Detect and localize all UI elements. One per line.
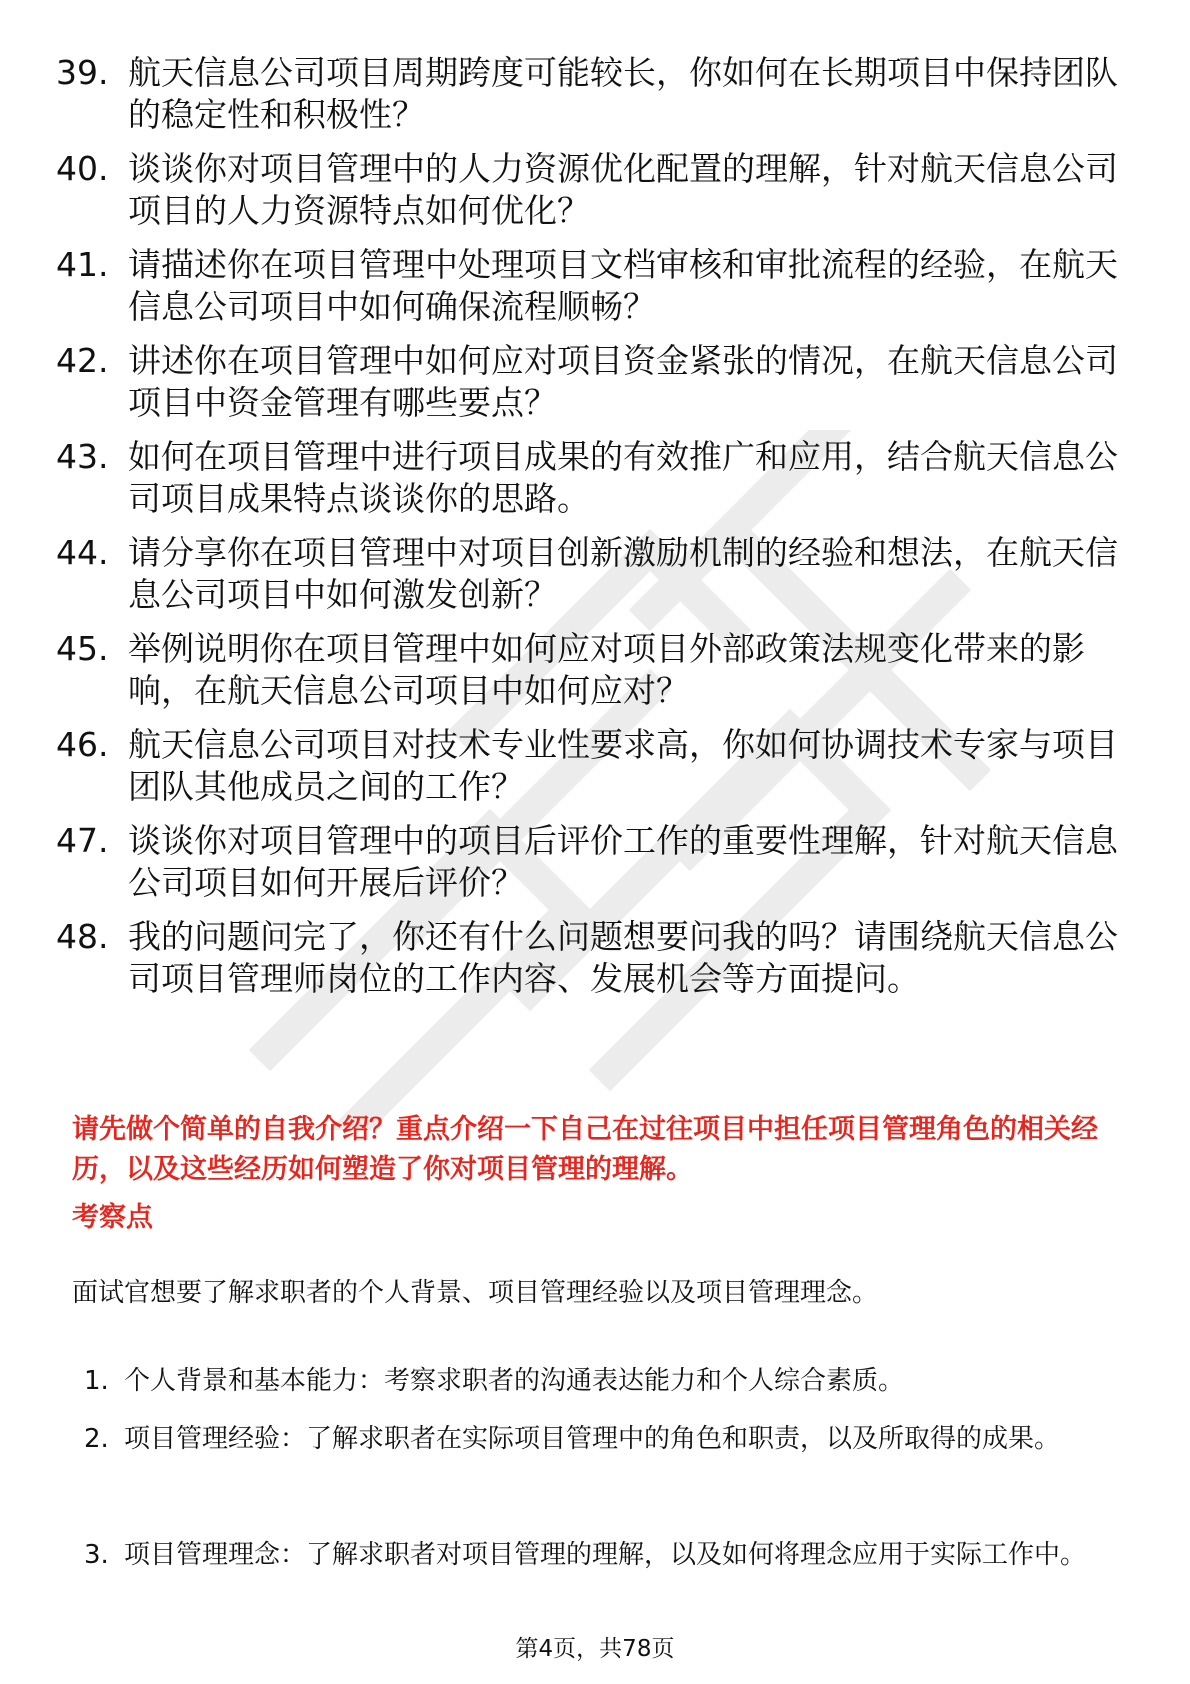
list-item-text: 项目管理理念：了解求职者对项目管理的理解，以及如何将理念应用于实际工作中。 <box>124 1540 1087 1570</box>
question-number: 43. <box>56 437 109 476</box>
question-number: 47. <box>56 821 109 860</box>
question-number: 48. <box>56 917 109 956</box>
question-number: 40. <box>56 149 109 188</box>
question-text: 谈谈你对项目管理中的项目后评价工作的重要性理解，针对航天信息公司项目如何开展后评价？ <box>128 821 1118 902</box>
question-number: 46. <box>56 725 109 764</box>
list-item-text: 个人背景和基本能力：考察求职者的沟通表达能力和个人综合素质。 <box>124 1366 905 1396</box>
list-item-text: 项目管理经验：了解求职者在实际项目管理中的角色和职责，以及所取得的成果。 <box>124 1424 1061 1454</box>
list-item-number: 3. <box>84 1540 109 1570</box>
intro-paragraph: 面试官想要了解求职者的个人背景、项目管理经验以及项目管理理念。 <box>72 1278 879 1308</box>
question-number: 45. <box>56 629 109 668</box>
highlight-question: 请先做个简单的自我介绍？重点介绍一下自己在过往项目中担任项目管理角色的相关经历，以及这些经历如何塑造了你对项目管理的理解。 <box>72 1114 1098 1185</box>
question-text: 请分享你在项目管理中对项目创新激励机制的经验和想法，在航天信息公司项目中如何激发创新？ <box>128 533 1118 614</box>
section-title: 考察点 <box>72 1202 153 1233</box>
question-text: 谈谈你对项目管理中的人力资源优化配置的理解，针对航天信息公司项目的人力资源特点如何优化？ <box>128 149 1118 230</box>
question-number: 44. <box>56 533 109 572</box>
question-number: 39. <box>56 53 109 92</box>
question-text: 航天信息公司项目周期跨度可能较长，你如何在长期项目中保持团队的稳定性和积极性？ <box>128 53 1118 134</box>
list-item-number: 2. <box>84 1424 109 1454</box>
question-number: 42. <box>56 341 109 380</box>
question-number: 41. <box>56 245 109 284</box>
question-text: 举例说明你在项目管理中如何应对项目外部政策法规变化带来的影响，在航天信息公司项目中如何应对？ <box>128 629 1085 710</box>
list-item-number: 1. <box>84 1366 109 1396</box>
question-text: 我的问题问完了，你还有什么问题想要问我的吗？请围绕航天信息公司项目管理师岗位的工作内容、发展机会等方面提问。 <box>128 917 1118 998</box>
question-text: 航天信息公司项目对技术专业性要求高，你如何协调技术专家与项目团队其他成员之间的工作？ <box>128 725 1118 806</box>
question-text: 如何在项目管理中进行项目成果的有效推广和应用，结合航天信息公司项目成果特点谈谈你的思路。 <box>128 437 1118 518</box>
question-text: 请描述你在项目管理中处理项目文档审核和审批流程的经验，在航天信息公司项目中如何确保流程顺畅？ <box>128 245 1118 326</box>
page-number-footer: 第4页，共78页 <box>515 1636 675 1662</box>
question-text: 讲述你在项目管理中如何应对项目资金紧张的情况，在航天信息公司项目中资金管理有哪些要点？ <box>128 341 1118 422</box>
